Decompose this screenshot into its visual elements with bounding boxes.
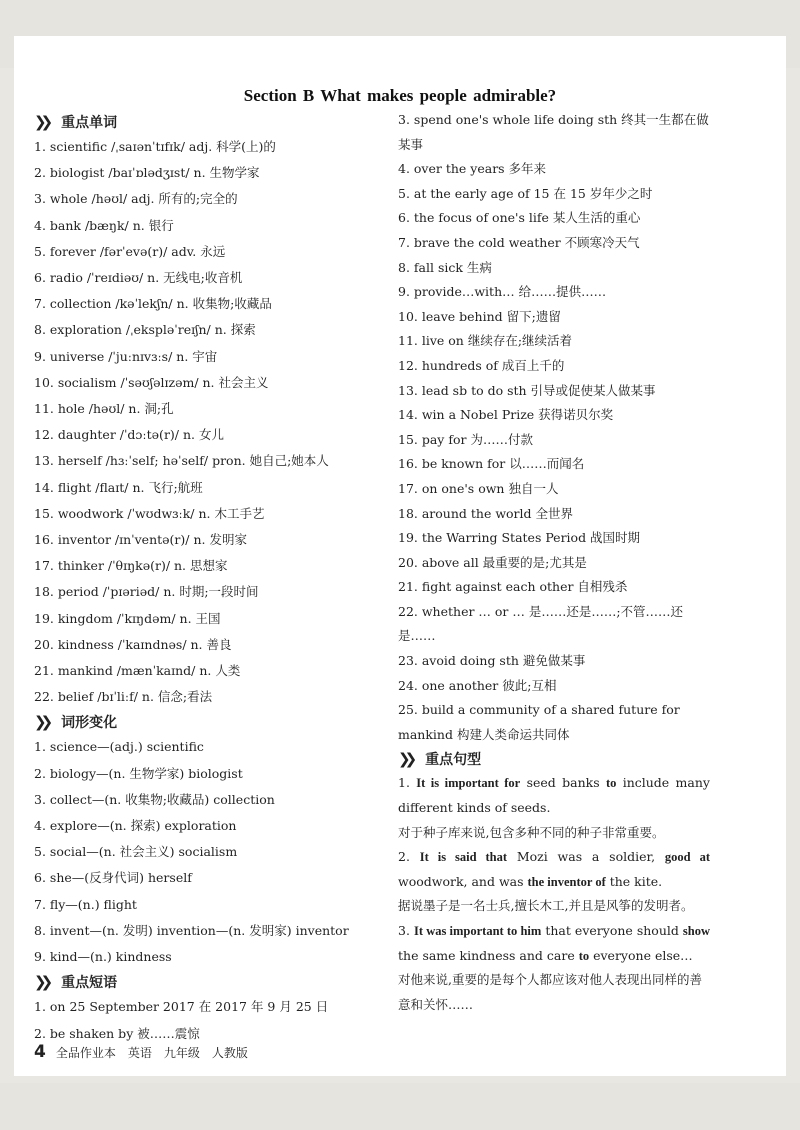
list-item: 25. build a community of a shared future for mankind 构建人类命运共同体 <box>398 702 680 742</box>
right-column <box>398 108 710 1017</box>
list-item: 7. brave the cold weather 不顾寒冷天气 <box>398 234 640 250</box>
list-item: 13. lead sb to do sth 引导或促使某人做某事 <box>398 382 656 398</box>
phrases-list-left <box>34 994 386 1046</box>
phrases-list-right <box>398 108 710 747</box>
list-item: 20. above all 最重要的是;尤其是 <box>398 554 587 570</box>
list-item: 17. thinker /ˈθɪŋkə(r)/ n. 思想家 <box>34 558 228 574</box>
grade: 九年级 <box>163 1046 200 1060</box>
sentence-keyword: It is important for <box>416 776 521 791</box>
section-title: Section B What makes people admirable? <box>243 86 557 105</box>
list-item: 1. scientific /ˌsaɪənˈtɪfɪk/ adj. 科学(上)的 <box>34 139 276 154</box>
sentence-text: seed banks <box>520 775 606 791</box>
double-chevron-icon: ❯❯ <box>34 973 48 992</box>
list-item: 3. collect—(n. 收集物;收藏品) collection <box>34 791 275 807</box>
phrases-heading-label: 重点短语 <box>61 975 118 992</box>
list-item: 22. belief /bɪˈliːf/ n. 信念;看法 <box>34 689 213 705</box>
sentence-number: 1. <box>398 775 410 791</box>
list-item: 19. the Warring States Period 战国时期 <box>398 530 641 546</box>
vocab-list <box>34 134 386 710</box>
forms-heading <box>34 710 386 734</box>
sentence-translation: 对于种子库来说,包含多种不同的种子非常重要。 <box>398 824 665 840</box>
list-item: 10. socialism /ˈsəʊʃəlɪzəm/ n. 社会主义 <box>34 374 269 390</box>
list-item: 8. exploration /ˌekspləˈreɪʃn/ n. 探索 <box>34 322 256 338</box>
list-item: 9. provide…with… 给……提供…… <box>398 284 607 300</box>
scan-bottom-band <box>0 1083 800 1130</box>
list-item: 15. pay for 为……付款 <box>398 431 533 447</box>
sentence-text: Mozi was a soldier, <box>507 849 665 865</box>
sentence-keyword: It is said that <box>419 850 508 865</box>
list-item: 18. around the world 全世界 <box>398 505 574 521</box>
list-item: 20. kindness /ˈkaɪndnəs/ n. 善良 <box>34 636 232 652</box>
sentence-keyword: show <box>682 924 710 938</box>
list-item: 9. kind—(n.) kindness <box>34 949 172 965</box>
list-item: 11. live on 继续存在;继续活着 <box>398 333 573 349</box>
sentences-list <box>398 771 710 1017</box>
list-item: 5. at the early age of 15 在 15 岁年少之时 <box>398 185 653 201</box>
sentence-english <box>398 919 710 968</box>
sentence-text: everyone else… <box>589 947 693 963</box>
list-item: 18. period /ˈpɪəriəd/ n. 时期;一段时间 <box>34 584 259 600</box>
double-chevron-icon: ❯❯ <box>34 713 48 732</box>
list-item: 12. daughter /ˈdɔːtə(r)/ n. 女儿 <box>34 427 224 443</box>
list-item: 11. hole /həʊl/ n. 洞;孔 <box>34 401 174 417</box>
sentence-translation: 对他来说,重要的是每个人都应该对他人表现出同样的善意和关怀…… <box>398 972 702 1012</box>
list-item: 5. forever /fərˈevə(r)/ adv. 永远 <box>34 243 226 259</box>
list-item: 4. explore—(n. 探索) exploration <box>34 818 237 834</box>
sentence-keyword: to <box>578 948 590 963</box>
key-sentence <box>398 771 710 845</box>
list-item: 16. be known for 以……而闻名 <box>398 456 585 472</box>
sentence-keyword: It was important to him <box>413 924 542 938</box>
sentence-text: include many different kinds of seeds. <box>398 775 710 816</box>
left-column <box>34 110 386 1047</box>
list-item: 4. bank /bæŋk/ n. 银行 <box>34 217 174 233</box>
list-item: 5. social—(n. 社会主义) socialism <box>34 844 238 860</box>
page-footer <box>34 1042 260 1062</box>
list-item: 2. biologist /baɪˈɒlədʒɪst/ n. 生物学家 <box>34 165 260 181</box>
list-item: 15. woodwork /ˈwʊdwɜːk/ n. 木工手艺 <box>34 505 265 521</box>
sentence-text: the same kindness and care <box>398 947 579 963</box>
list-item: 4. over the years 多年来 <box>398 161 547 177</box>
list-item: 8. fall sick 生病 <box>398 259 492 275</box>
forms-heading-label: 词形变化 <box>61 715 118 732</box>
list-item: 12. hundreds of 成百上千的 <box>398 357 565 373</box>
edition: 人教版 <box>211 1046 248 1060</box>
sentences-heading <box>398 747 710 771</box>
list-item: 8. invent—(n. 发明) invention—(n. 发明家) inventor <box>34 922 349 938</box>
list-item: 21. mankind /mænˈkaɪnd/ n. 人类 <box>34 663 241 679</box>
list-item: 7. fly—(n.) flight <box>34 896 137 912</box>
double-chevron-icon: ❯❯ <box>398 750 412 769</box>
forms-list <box>34 734 386 970</box>
list-item: 7. collection /kəˈlekʃn/ n. 收集物;收藏品 <box>34 296 272 312</box>
sentence-keyword: good at <box>664 850 710 865</box>
book-name: 全品作业本 <box>55 1046 116 1060</box>
list-item: 24. one another 彼此;互相 <box>398 677 557 693</box>
list-item: 10. leave behind 留下;遗留 <box>398 308 561 324</box>
list-item: 13. herself /hɜːˈself; həˈself/ pron. 她自己;她本人 <box>34 453 329 469</box>
list-item: 6. radio /ˈreɪdiəʊ/ n. 无线电;收音机 <box>34 270 243 286</box>
sentence-number: 2. <box>398 849 410 865</box>
workbook-page <box>14 36 786 1076</box>
sentence-keyword: the inventor of <box>527 874 606 889</box>
phrases-heading <box>34 970 386 994</box>
list-item: 14. flight /flaɪt/ n. 飞行;航班 <box>34 479 203 495</box>
sentences-heading-label: 重点句型 <box>425 752 482 769</box>
sentence-text: the kite. <box>605 873 663 889</box>
sentence-keyword: to <box>605 776 617 791</box>
list-item: 21. fight against each other 自相残杀 <box>398 579 628 595</box>
list-item: 19. kingdom /ˈkɪŋdəm/ n. 王国 <box>34 610 221 626</box>
page-number: 4 <box>34 1042 46 1062</box>
double-chevron-icon: ❯❯ <box>34 113 48 131</box>
list-item: 1. on 25 September 2017 在 2017 年 9 月 25 日 <box>34 999 329 1015</box>
sentence-number: 3. <box>398 923 410 938</box>
list-item: 2. be shaken by 被……震惊 <box>34 1025 200 1041</box>
subject: 英语 <box>127 1046 152 1060</box>
list-item: 6. she—(反身代词) herself <box>34 870 192 886</box>
sentence-english <box>398 845 710 894</box>
list-item: 17. on one's own 独自一人 <box>398 480 559 496</box>
list-item: 2. biology—(n. 生物学家) biologist <box>34 765 243 781</box>
list-item: 14. win a Nobel Prize 获得诺贝尔奖 <box>398 407 614 423</box>
key-sentence <box>398 845 710 919</box>
sentence-english <box>398 771 710 820</box>
list-item: 22. whether … or … 是……还是……;不管……还是…… <box>398 603 684 644</box>
list-item: 16. inventor /ɪnˈventə(r)/ n. 发明家 <box>34 532 247 548</box>
list-item: 3. spend one's whole life doing sth 终其一生都在做某事 <box>398 112 709 152</box>
sentence-text: woodwork, and was <box>398 873 528 889</box>
list-item: 1. science—(adj.) scientific <box>34 739 204 755</box>
sentence-text: that everyone should <box>541 923 683 938</box>
list-item: 23. avoid doing sth 避免做某事 <box>398 653 586 669</box>
list-item: 9. universe /ˈjuːnɪvɜːs/ n. 宇宙 <box>34 348 218 364</box>
list-item: 3. whole /həʊl/ adj. 所有的;完全的 <box>34 191 238 207</box>
sentence-translation: 据说墨子是一名士兵,擅长木工,并且是风筝的发明者。 <box>398 898 694 914</box>
key-sentence <box>398 919 710 1017</box>
vocab-heading <box>34 110 386 134</box>
vocab-heading-label: 重点单词 <box>61 115 118 131</box>
list-item: 6. the focus of one's life 某人生活的重心 <box>398 210 641 226</box>
